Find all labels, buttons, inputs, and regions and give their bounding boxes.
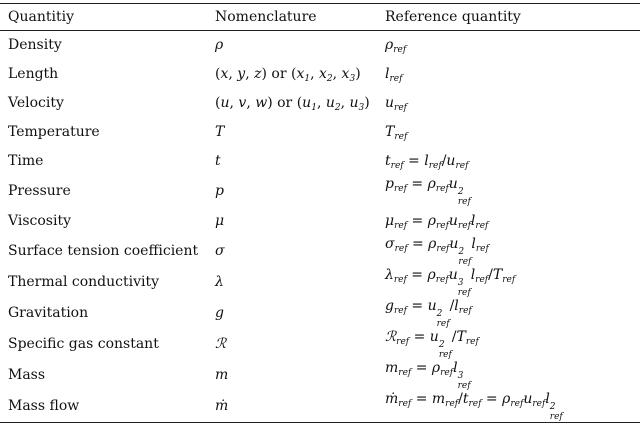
subscript: ref: [475, 274, 489, 285]
math-symbol: v: [238, 95, 247, 111]
math-operator: =: [406, 175, 428, 192]
table-row: [0, 118, 640, 147]
math-operator: /: [488, 266, 493, 283]
math-operator: /: [451, 328, 457, 345]
math-symbol: ṁ: [215, 398, 229, 414]
subscript: ref: [475, 221, 489, 231]
subscript: ref: [393, 45, 407, 56]
subscript: ref: [428, 161, 442, 171]
nomenclature-cell: [215, 391, 385, 423]
subscript: 3: [358, 103, 365, 113]
reference-cell: [385, 31, 640, 60]
quantity-cell: Viscosity: [8, 213, 71, 229]
header-quantity: Quantitiy: [8, 9, 74, 25]
math-symbol: u: [449, 235, 459, 252]
math-symbol: m: [385, 359, 399, 376]
quantity-cell: Gravitation: [8, 305, 89, 321]
nomenclature-cell: [215, 31, 385, 60]
nomenclature-cell: [215, 176, 385, 207]
math-symbol: u: [385, 95, 395, 111]
reference-cell: [385, 176, 640, 207]
header-nomenclature: Nomenclature: [215, 9, 317, 25]
subscript: ref: [445, 398, 459, 409]
math-operator: /: [441, 153, 447, 169]
subscript: ref: [435, 274, 449, 285]
subscript: ref: [458, 305, 472, 316]
subscript: ref: [393, 274, 407, 285]
math-symbol: ℛ: [215, 336, 227, 352]
math-operator: =: [481, 390, 503, 407]
math-symbol: T: [456, 328, 466, 345]
sub-superscript: 2 ref: [457, 186, 471, 207]
math-symbol: μ: [215, 213, 225, 229]
table-row: [0, 147, 640, 176]
math-operator: (: [215, 95, 221, 111]
math-symbol: ρ: [431, 359, 441, 376]
reference-cell: [385, 89, 640, 118]
sub-superscript: 3 ref: [457, 277, 471, 298]
subscript: ref: [436, 243, 450, 254]
math-symbol: λ: [215, 274, 224, 290]
math-symbol: u: [429, 328, 439, 345]
sub-superscript: 3 ref: [457, 370, 471, 391]
subscript: ref: [394, 103, 407, 113]
math-symbol: p: [385, 175, 394, 192]
quantity-cell: Velocity: [8, 95, 64, 111]
subscript: ref: [510, 398, 524, 409]
math-operator: ,: [316, 95, 326, 111]
nomenclature-cell: [215, 267, 385, 298]
reference-cell: [385, 60, 640, 89]
subscript: ref: [465, 336, 479, 347]
subscript: 2: [326, 74, 333, 84]
subscript: ref: [532, 398, 546, 409]
header-row: [0, 4, 640, 31]
math-symbol: l: [545, 390, 550, 407]
subscript: ref: [394, 243, 408, 254]
math-symbol: μ: [385, 213, 395, 229]
math-symbol: σ: [385, 235, 395, 252]
math-symbol: l: [453, 359, 458, 376]
table-row: [0, 391, 640, 423]
math-operator: =: [403, 153, 425, 169]
math-symbol: w: [255, 95, 268, 111]
subscript: ref: [435, 221, 449, 231]
math-symbol: g: [385, 297, 394, 314]
subscript: ref: [390, 161, 404, 171]
math-symbol: l: [470, 266, 476, 283]
math-operator: /: [449, 297, 455, 314]
subscript: 3: [349, 74, 356, 84]
header-reference: Reference quantity: [385, 9, 521, 25]
subscript: 2: [334, 103, 341, 113]
math-symbol: T: [492, 266, 503, 283]
subscript: ref: [396, 336, 410, 347]
subscript: ref: [457, 221, 471, 231]
math-symbol: ρ: [502, 390, 511, 407]
subscript: ref: [440, 367, 454, 378]
math-symbol: x: [296, 66, 305, 82]
math-operator: ,: [340, 95, 350, 111]
math-symbol: u: [220, 95, 230, 111]
math-operator: =: [407, 235, 429, 252]
math-symbol: u: [427, 297, 437, 314]
math-symbol: u: [349, 95, 359, 111]
nomenclature-cell: [215, 298, 385, 329]
table-row: [0, 236, 640, 267]
math-symbol: z: [254, 66, 262, 82]
math-symbol: g: [215, 305, 224, 321]
math-symbol: ρ: [215, 37, 224, 54]
subscript: ref: [389, 74, 403, 84]
sub-superscript: 2 ref: [458, 246, 472, 267]
math-operator: =: [407, 213, 428, 229]
nomenclature-cell: [215, 236, 385, 267]
math-symbol: u: [448, 175, 458, 192]
math-operator: ) or (: [267, 95, 303, 111]
math-symbol: y: [237, 66, 246, 82]
sub-superscript: 2 ref: [438, 339, 452, 360]
quantity-cell: Surface tension coefficient: [8, 243, 199, 259]
quantity-cell: Specific gas constant: [8, 336, 159, 352]
math-symbol: l: [470, 213, 476, 229]
math-symbol: ρ: [427, 175, 436, 192]
math-symbol: l: [424, 153, 429, 169]
math-operator: (: [215, 66, 221, 82]
reference-quantities-table: [0, 3, 640, 423]
math-symbol: u: [523, 390, 533, 407]
math-symbol: m: [431, 390, 446, 407]
reference-cell: [385, 298, 640, 329]
math-symbol: T: [385, 124, 395, 140]
subscript: ref: [393, 305, 407, 316]
table-row: [0, 176, 640, 207]
math-symbol: T: [215, 124, 225, 140]
subscript: ref: [393, 183, 407, 194]
table-row: [0, 360, 640, 391]
subscript: ref: [468, 398, 482, 409]
math-symbol: u: [302, 95, 312, 111]
reference-cell: [385, 236, 640, 267]
math-symbol: ρ: [385, 37, 394, 54]
math-operator: =: [406, 297, 428, 314]
math-symbol: ℛ: [385, 328, 397, 345]
math-symbol: t: [385, 153, 391, 169]
math-operator: ,: [310, 66, 319, 82]
quantity-cell: Mass flow: [8, 398, 80, 414]
nomenclature-cell: [215, 60, 385, 89]
nomenclature-cell: [215, 89, 385, 118]
reference-cell: [385, 207, 640, 236]
math-operator: =: [406, 266, 428, 283]
math-symbol: x: [220, 66, 229, 82]
quantity-cell: Temperature: [8, 124, 100, 140]
reference-cell: [385, 118, 640, 147]
reference-cell: [385, 360, 640, 391]
subscript: ref: [394, 221, 408, 231]
nomenclature-cell: [215, 147, 385, 176]
quantity-cell: Length: [8, 66, 59, 82]
math-symbol: λ: [385, 266, 394, 283]
math-symbol: u: [448, 213, 458, 229]
math-operator: ,: [229, 95, 239, 111]
reference-cell: [385, 267, 640, 298]
math-symbol: x: [319, 66, 327, 82]
math-operator: =: [411, 390, 432, 407]
math-symbol: ṁ: [385, 390, 399, 407]
math-operator: ): [355, 66, 361, 82]
math-operator: ,: [245, 66, 255, 82]
table-row: [0, 89, 640, 118]
quantity-cell: Density: [8, 37, 62, 54]
table-row: [0, 60, 640, 89]
math-symbol: σ: [215, 243, 225, 259]
math-symbol: ρ: [427, 213, 436, 229]
math-symbol: l: [471, 235, 476, 252]
table-row: [0, 207, 640, 236]
math-symbol: l: [385, 66, 390, 82]
subscript: ref: [398, 367, 412, 378]
math-operator: =: [411, 359, 432, 376]
table-row: [0, 31, 640, 60]
quantity-cell: Pressure: [8, 183, 71, 199]
subscript: ref: [435, 183, 449, 194]
math-symbol: u: [446, 153, 456, 169]
nomenclature-cell: [215, 329, 385, 360]
subscript: 1: [304, 74, 311, 84]
subscript: 1: [311, 103, 317, 113]
math-symbol: u: [448, 266, 458, 283]
quantity-cell: Mass: [8, 367, 46, 383]
math-symbol: t: [462, 390, 469, 407]
nomenclature-cell: [215, 360, 385, 391]
math-operator: =: [409, 328, 430, 345]
math-operator: ) or (: [261, 66, 297, 82]
math-symbol: l: [454, 297, 459, 314]
math-symbol: x: [341, 66, 350, 82]
math-operator: ,: [246, 95, 256, 111]
reference-cell: [385, 147, 640, 176]
math-symbol: u: [325, 95, 335, 111]
math-operator: ,: [332, 66, 342, 82]
nomenclature-cell: [215, 207, 385, 236]
quantity-cell: Thermal conductivity: [8, 274, 160, 290]
sub-superscript: 2 ref: [436, 308, 450, 329]
subscript: ref: [394, 132, 408, 142]
subscript: ref: [455, 161, 469, 171]
nomenclature-cell: [215, 118, 385, 147]
math-symbol: ρ: [427, 266, 436, 283]
math-operator: ): [364, 95, 370, 111]
table-row: [0, 329, 640, 360]
table-row: [0, 267, 640, 298]
math-symbol: p: [215, 183, 224, 199]
subscript: ref: [398, 398, 412, 409]
math-symbol: ρ: [428, 235, 437, 252]
sub-superscript: 2 ref: [549, 401, 563, 422]
subscript: ref: [502, 274, 516, 285]
math-operator: /: [458, 390, 463, 407]
table-row: [0, 298, 640, 329]
math-operator: ,: [228, 66, 238, 82]
subscript: ref: [475, 243, 489, 254]
math-symbol: m: [215, 367, 229, 383]
reference-cell: [385, 329, 640, 360]
reference-cell: [385, 391, 640, 423]
quantity-cell: Time: [8, 153, 44, 169]
math-symbol: t: [215, 153, 221, 169]
